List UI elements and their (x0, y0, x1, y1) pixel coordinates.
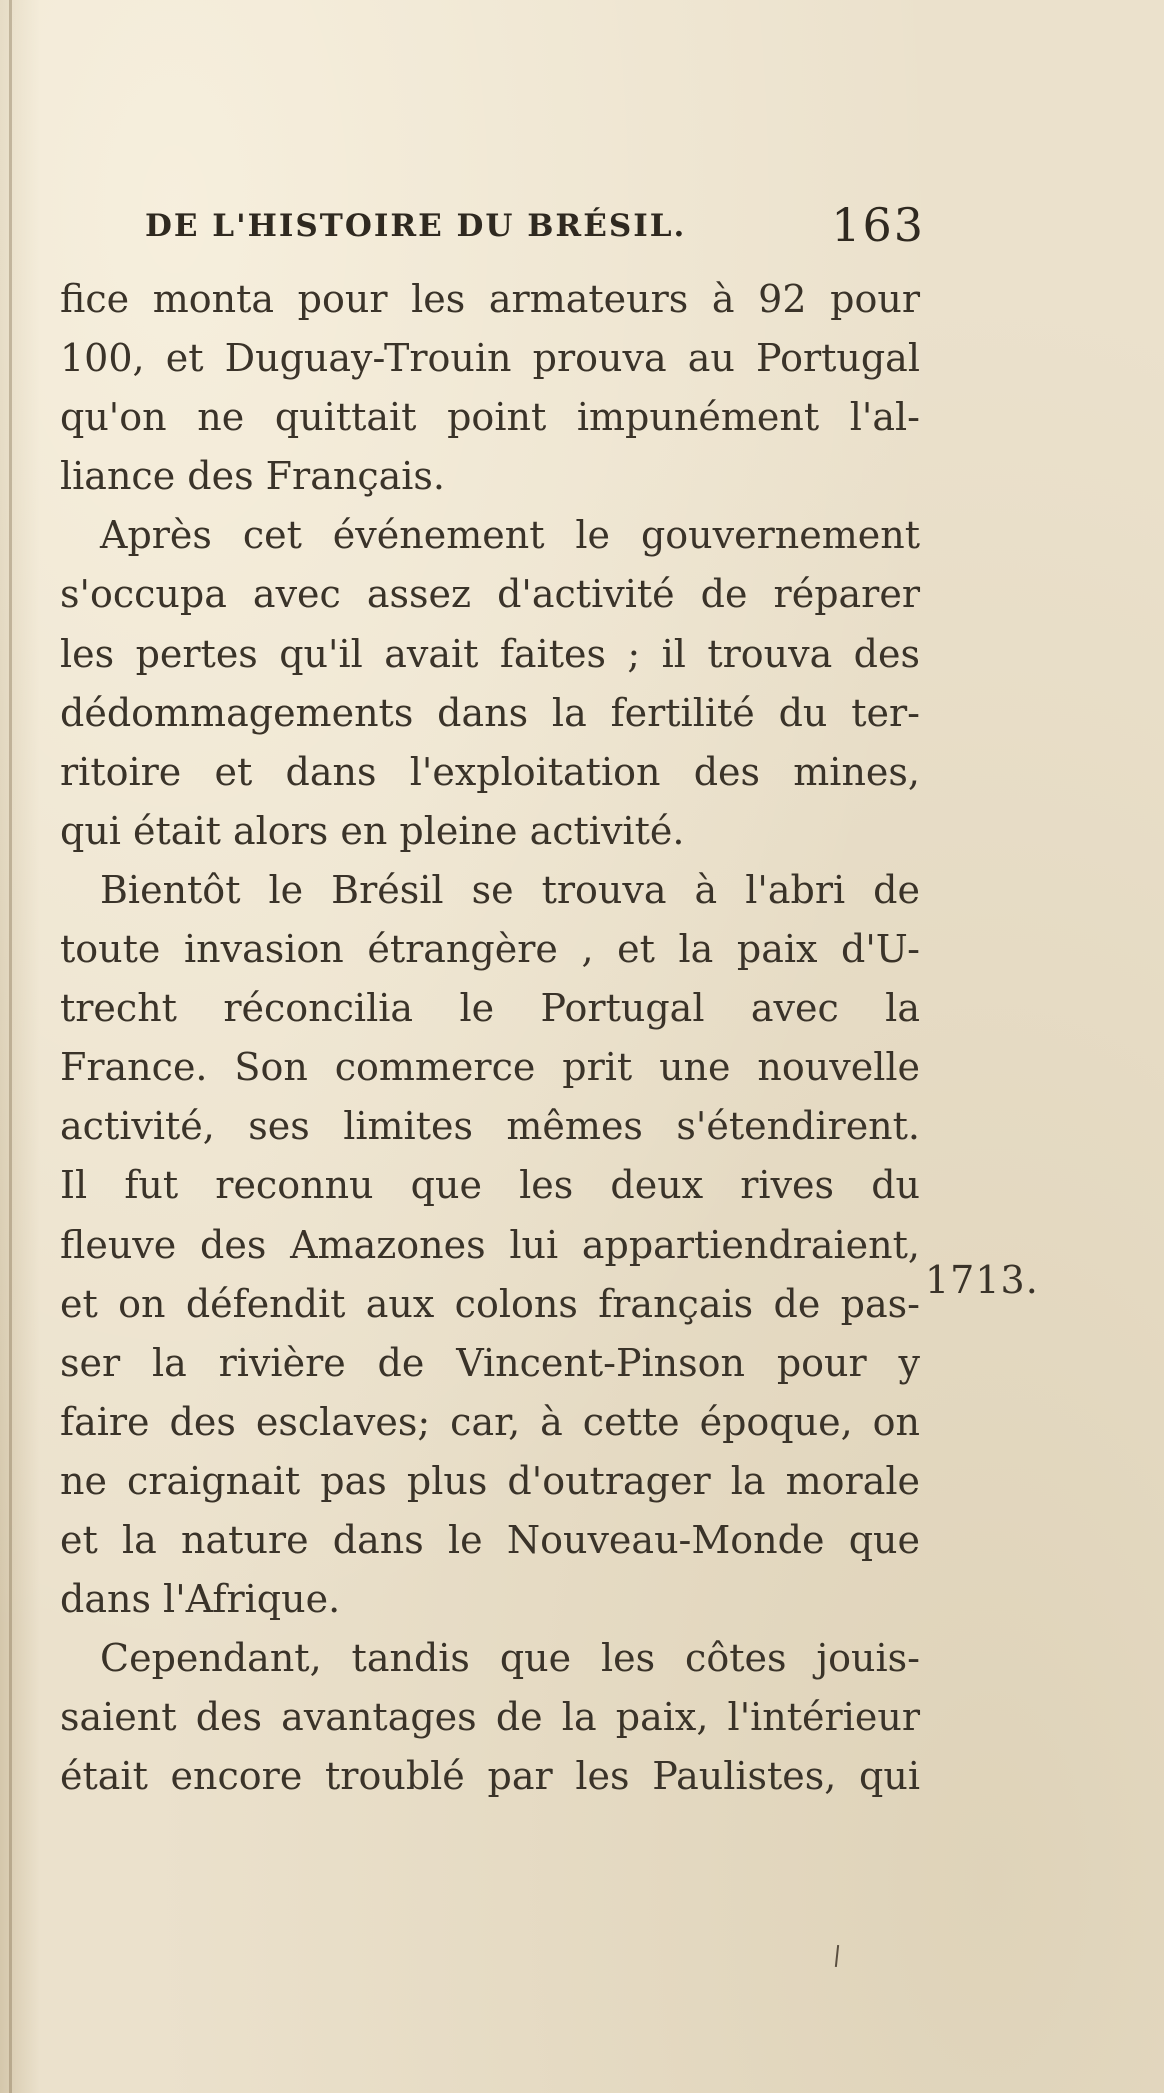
text-line: Cependant, tandis que les côtes jouis- (100, 1636, 920, 1681)
book-page (60, 180, 925, 1806)
running-head (60, 180, 925, 270)
running-head-title: DE L'HISTOIRE DU BRÉSIL. (145, 208, 687, 244)
text-line: activité, ses limites mêmes s'étendirent. (60, 1104, 920, 1149)
text-line: toute invasion étrangère , et la paix d'U- (60, 927, 920, 972)
margin-date-note: 1713. (925, 1258, 1039, 1302)
text-line: Il fut reconnu que les deux rives du (60, 1163, 920, 1208)
text-line: ne craignait pas plus d'outrager la morale (60, 1458, 920, 1503)
text-line: faire des esclaves; car, à cette époque, on (60, 1399, 920, 1444)
text-line: France. Son commerce prit une nouvelle (60, 1045, 920, 1090)
text-line: était encore troublé par les Paulistes, qui (60, 1754, 920, 1799)
text-line: et on défendit aux colons français de pas- (60, 1281, 920, 1326)
text-line: fleuve des Amazones lui appartiendraient, (60, 1222, 920, 1267)
body-text (60, 270, 920, 1806)
text-line: saient des avantages de la paix, l'intérieur (60, 1695, 920, 1740)
ink-mark (835, 1945, 839, 1967)
text-line: s'occupa avec assez d'activité de réparer (60, 572, 920, 617)
text-line: qui était alors en pleine activité. (60, 808, 685, 853)
text-line: liance des Français. (60, 454, 446, 499)
text-line: Bientôt le Brésil se trouva à l'abri de (100, 867, 920, 912)
text-line: qu'on ne quittait point impunément l'al- (60, 395, 920, 440)
page-number: 163 (831, 198, 925, 252)
text-line: Après cet événement le gouvernement (100, 513, 920, 558)
text-line: et la nature dans le Nouveau-Monde que (60, 1517, 920, 1562)
text-line: dans l'Afrique. (60, 1577, 341, 1622)
text-line: fice monta pour les armateurs à 92 pour (60, 277, 920, 321)
page-spine-edge (9, 0, 12, 2093)
text-line: les pertes qu'il avait faites ; il trouva des (60, 631, 920, 676)
text-line: dédommagements dans la fertilité du ter- (60, 690, 920, 735)
text-line: 100, et Duguay-Trouin prouva au Portugal (60, 336, 920, 381)
text-line: ser la rivière de Vincent-Pinson pour y (60, 1340, 920, 1385)
text-line: trecht réconcilia le Portugal avec la (60, 986, 920, 1031)
text-line: ritoire et dans l'exploitation des mines, (60, 749, 920, 794)
